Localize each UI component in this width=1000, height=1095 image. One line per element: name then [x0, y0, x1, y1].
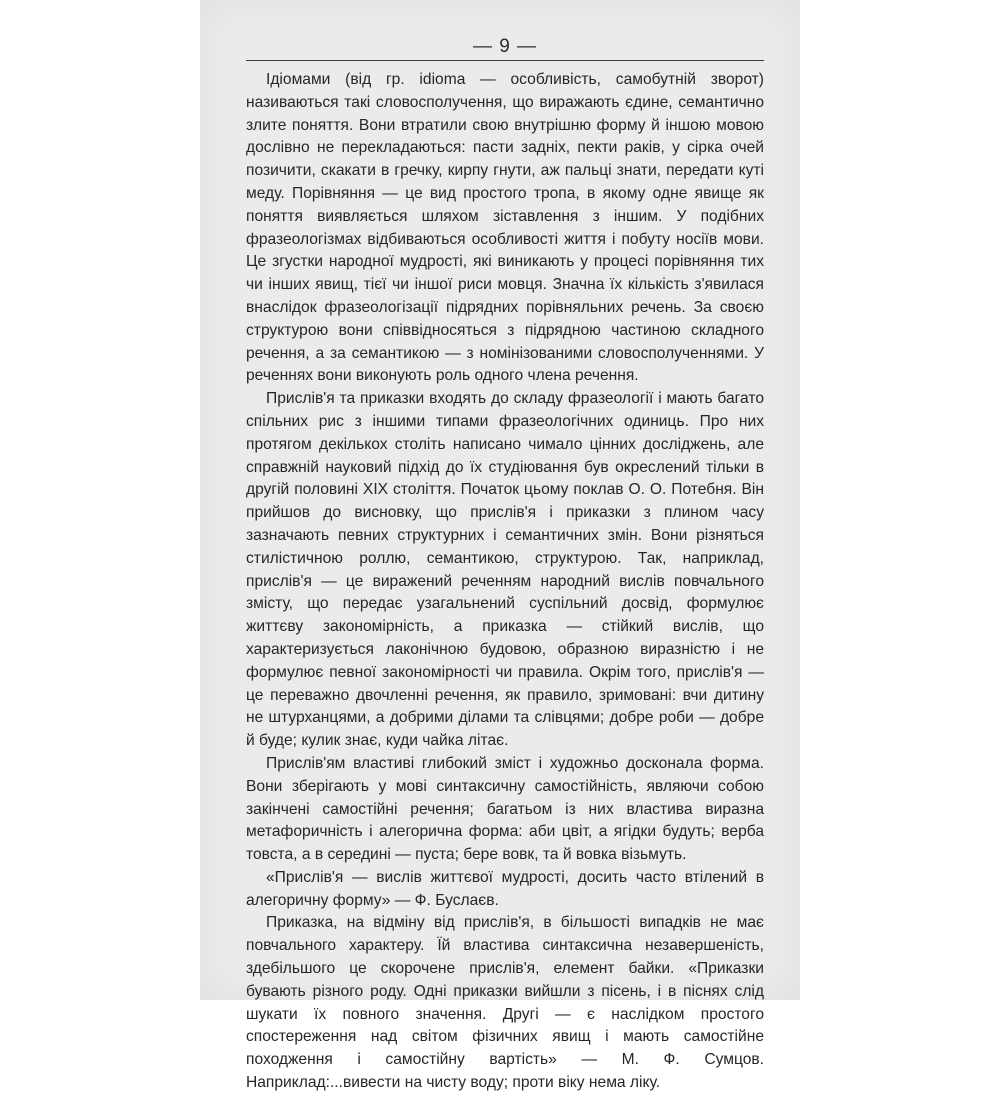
book-page: [200, 0, 800, 1092]
paragraph-proverb-features: Прислів'ям властиві глибокий зміст і художньо досконала форма. Вони зберігають у мові синтаксичну самостійність, являючи собою закінчені самостійні речення; багатьом із них властива виразна метафоричність і алегорична форма: аби цвіт, а ягідки будуть; верба товста, а в середині — пуста; бере вовк, та й вовка візьмуть.: [246, 754, 764, 864]
body-text: [246, 69, 764, 1095]
paragraph-proverbs-sayings: Прислів'я та приказки входять до складу фразеології і мають багато спільних рис з іншими типами фразеологічних одиниць. Про них протягом декількох століть написано чимало цінних досліджень, але справжній науковий підхід до їх студіювання був окреслений тільки в другій половині XIX століття. Початок цьому поклав О. О. Потебня. Він прийшов до висновку, що прислів'я і приказки з плином часу зазначають певних структурних і семантичних змін. Вони різняться стилістичною роллю, семантикою, структурою. Так, наприклад, прислів'я — це виражений реченням народний вислів повчального змісту, що передає узагальнений суспільний досвід, формулює життєву закономірність, а приказка — стійкий вислів, що характеризується лаконічною будовою, образною виразністю і не формулює певної закономірності чи правила. Окрім того, прислів'я — це переважно двочленні речення, як правило, зримовані: вчи дитину не штурханцями, а добрими ділами та слівцями; добре роби — добре й буде; кулик знає, куди чайка літає.: [246, 390, 764, 750]
paragraph-sayings: Приказка, на відміну від прислів'я, в більшості випадків не має повчального характеру. Їй властива синтаксична незавершеність, здебільшого це скорочене прислів'я, елемент байки. «Приказки бувають різного роду. Одні приказки вийшли з пісень, і в піснях слід шукати їх повного значення. Другі — є наслідком простого спостереження над світом фізичних явищ і мають самостійне походження і самостійну вартість» — М. Ф. Сумцов. Наприклад:...вивести на чисту воду; проти віку нема ліку.: [246, 914, 764, 1092]
paragraph-idioms: Ідіомами (від гр. idioma — особливість, самобутній зворот) називаються такі словосполучення, що виражають єдине, семантично злите поняття. Вони втратили свою внутрішню форму й іншою мовою дослівно не перекладаються: пасти задніх, пекти раків, у сірка очей позичити, скакати в гречку, кирпу гнути, аж пальці знати, передати куті меду. Порівняння — це вид простого тропа, в якому одне явище як поняття виявляється шляхом зіставлення з іншим. У подібних фразеологізмах відбиваються особливості життя і побуту носіїв мови. Це згустки народної мудрості, які виникають у процесі порівняння тих чи інших явищ, тієї чи іншої риси мовця. Значна їх кількість з'явилася внаслідок фразеологізації підрядних порівняльних речень. За своєю структурою вони співвідносяться з підрядною частиною складного речення, а за семантикою — з номінізованими словосполученнями. У реченнях вони виконують роль одного члена речення.: [246, 71, 764, 385]
paragraph-buslaev-quote: «Прислів'я — вислів життєвої мудрості, досить часто втілений в алегоричну форму» — Ф. Буслаєв.: [246, 868, 764, 909]
header-rule: [246, 60, 764, 61]
page-number: — 9 —: [472, 36, 538, 57]
